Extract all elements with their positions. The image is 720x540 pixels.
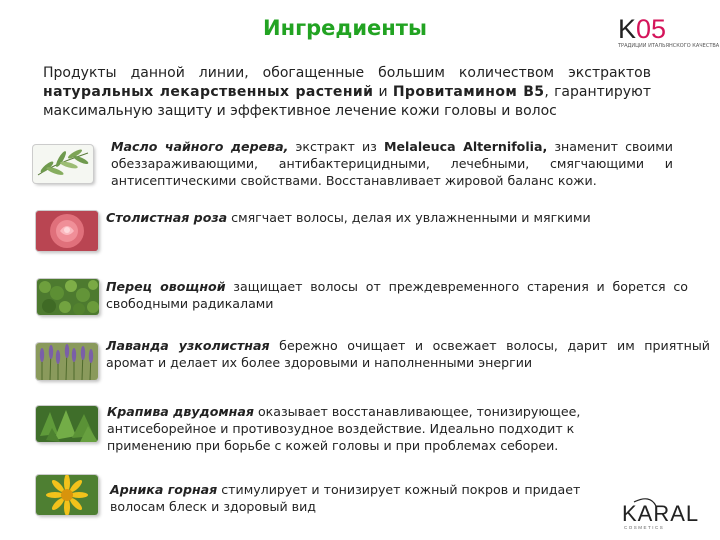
ingredient-name: Масло чайного дерева, bbox=[111, 139, 289, 154]
ingredient-description: знаменит своими обеззараживающими, антибактерицидными, лечебными, смягчающими и антисептическими свойствами. Восстанавливает жировой баланс кожи. bbox=[111, 139, 673, 188]
ingredient-latin: Melaleuca Alternifolia, bbox=[383, 139, 548, 154]
rose-image bbox=[36, 211, 98, 251]
pepper-plants-image bbox=[37, 279, 99, 315]
ingredient-description: стимулирует и тонизирует кожный покров и придает волосам блеск и здоровый вид bbox=[110, 482, 581, 514]
ingredient-pre: экстракт из bbox=[288, 139, 384, 154]
ingredient-name: Арника горная bbox=[110, 482, 218, 497]
karal-logo bbox=[620, 494, 700, 532]
intro-bold-provitamin: Провитамином В5 bbox=[392, 84, 545, 100]
ingredient-name: Лаванда узколистная bbox=[106, 338, 270, 353]
ingredient-name: Крапива двудомная bbox=[107, 404, 254, 419]
lavender-image bbox=[36, 343, 98, 380]
ingredient-text bbox=[106, 209, 686, 226]
ingredient-text bbox=[106, 278, 688, 312]
ingredient-description: бережно очищает и освежает волосы, дарит им приятный аромат и делает их более здоровыми и наполненными энергии bbox=[106, 338, 710, 370]
karal-logo-text: KARAL bbox=[622, 501, 700, 526]
ingredient-description: оказывает восстанавливающее, тонизирующее, антисеборейное и противозудное воздействие. Идеально подходит к применению при борьбе с кожей головы и при проблемах себореи. bbox=[107, 404, 581, 453]
ingredient-text bbox=[110, 481, 630, 515]
ingredient-description: защищает волосы от преждевременного старения и борется со свободными радикалами bbox=[106, 279, 688, 311]
k05-logo-tagline: ТРАДИЦИИ ИТАЛЬЯНСКОГО КАЧЕСТВА bbox=[618, 43, 720, 49]
intro-text: , гарантируют максимальную защиту и эффективное лечение кожи головы и волос bbox=[43, 84, 651, 119]
nettle-image bbox=[36, 406, 98, 442]
k05-logo-number: 05 bbox=[636, 14, 667, 44]
ingredient-name: Столистная роза bbox=[106, 210, 228, 225]
arnica-flower-image bbox=[36, 475, 98, 515]
tea-tree-leaves-image bbox=[33, 145, 93, 183]
ingredient-text bbox=[111, 138, 673, 189]
intro-text: и bbox=[373, 84, 393, 100]
intro-text: Продукты данной линии, обогащенные большим количеством экстрактов bbox=[43, 65, 651, 81]
ingredient-name: Перец овощной bbox=[106, 279, 226, 294]
page-title: Ингредиенты bbox=[263, 16, 427, 40]
ingredient-text bbox=[107, 403, 647, 454]
ingredient-text bbox=[106, 337, 710, 371]
ingredient-description: смягчает волосы, делая их увлажненными и мягкими bbox=[227, 210, 591, 225]
k05-logo-prefix: K bbox=[618, 14, 637, 44]
intro-paragraph bbox=[43, 64, 651, 121]
k05-logo bbox=[618, 14, 720, 55]
karal-logo-tagline: COSMETICS bbox=[624, 525, 665, 530]
intro-bold-plants: натуральных лекарственных растений bbox=[43, 84, 374, 100]
